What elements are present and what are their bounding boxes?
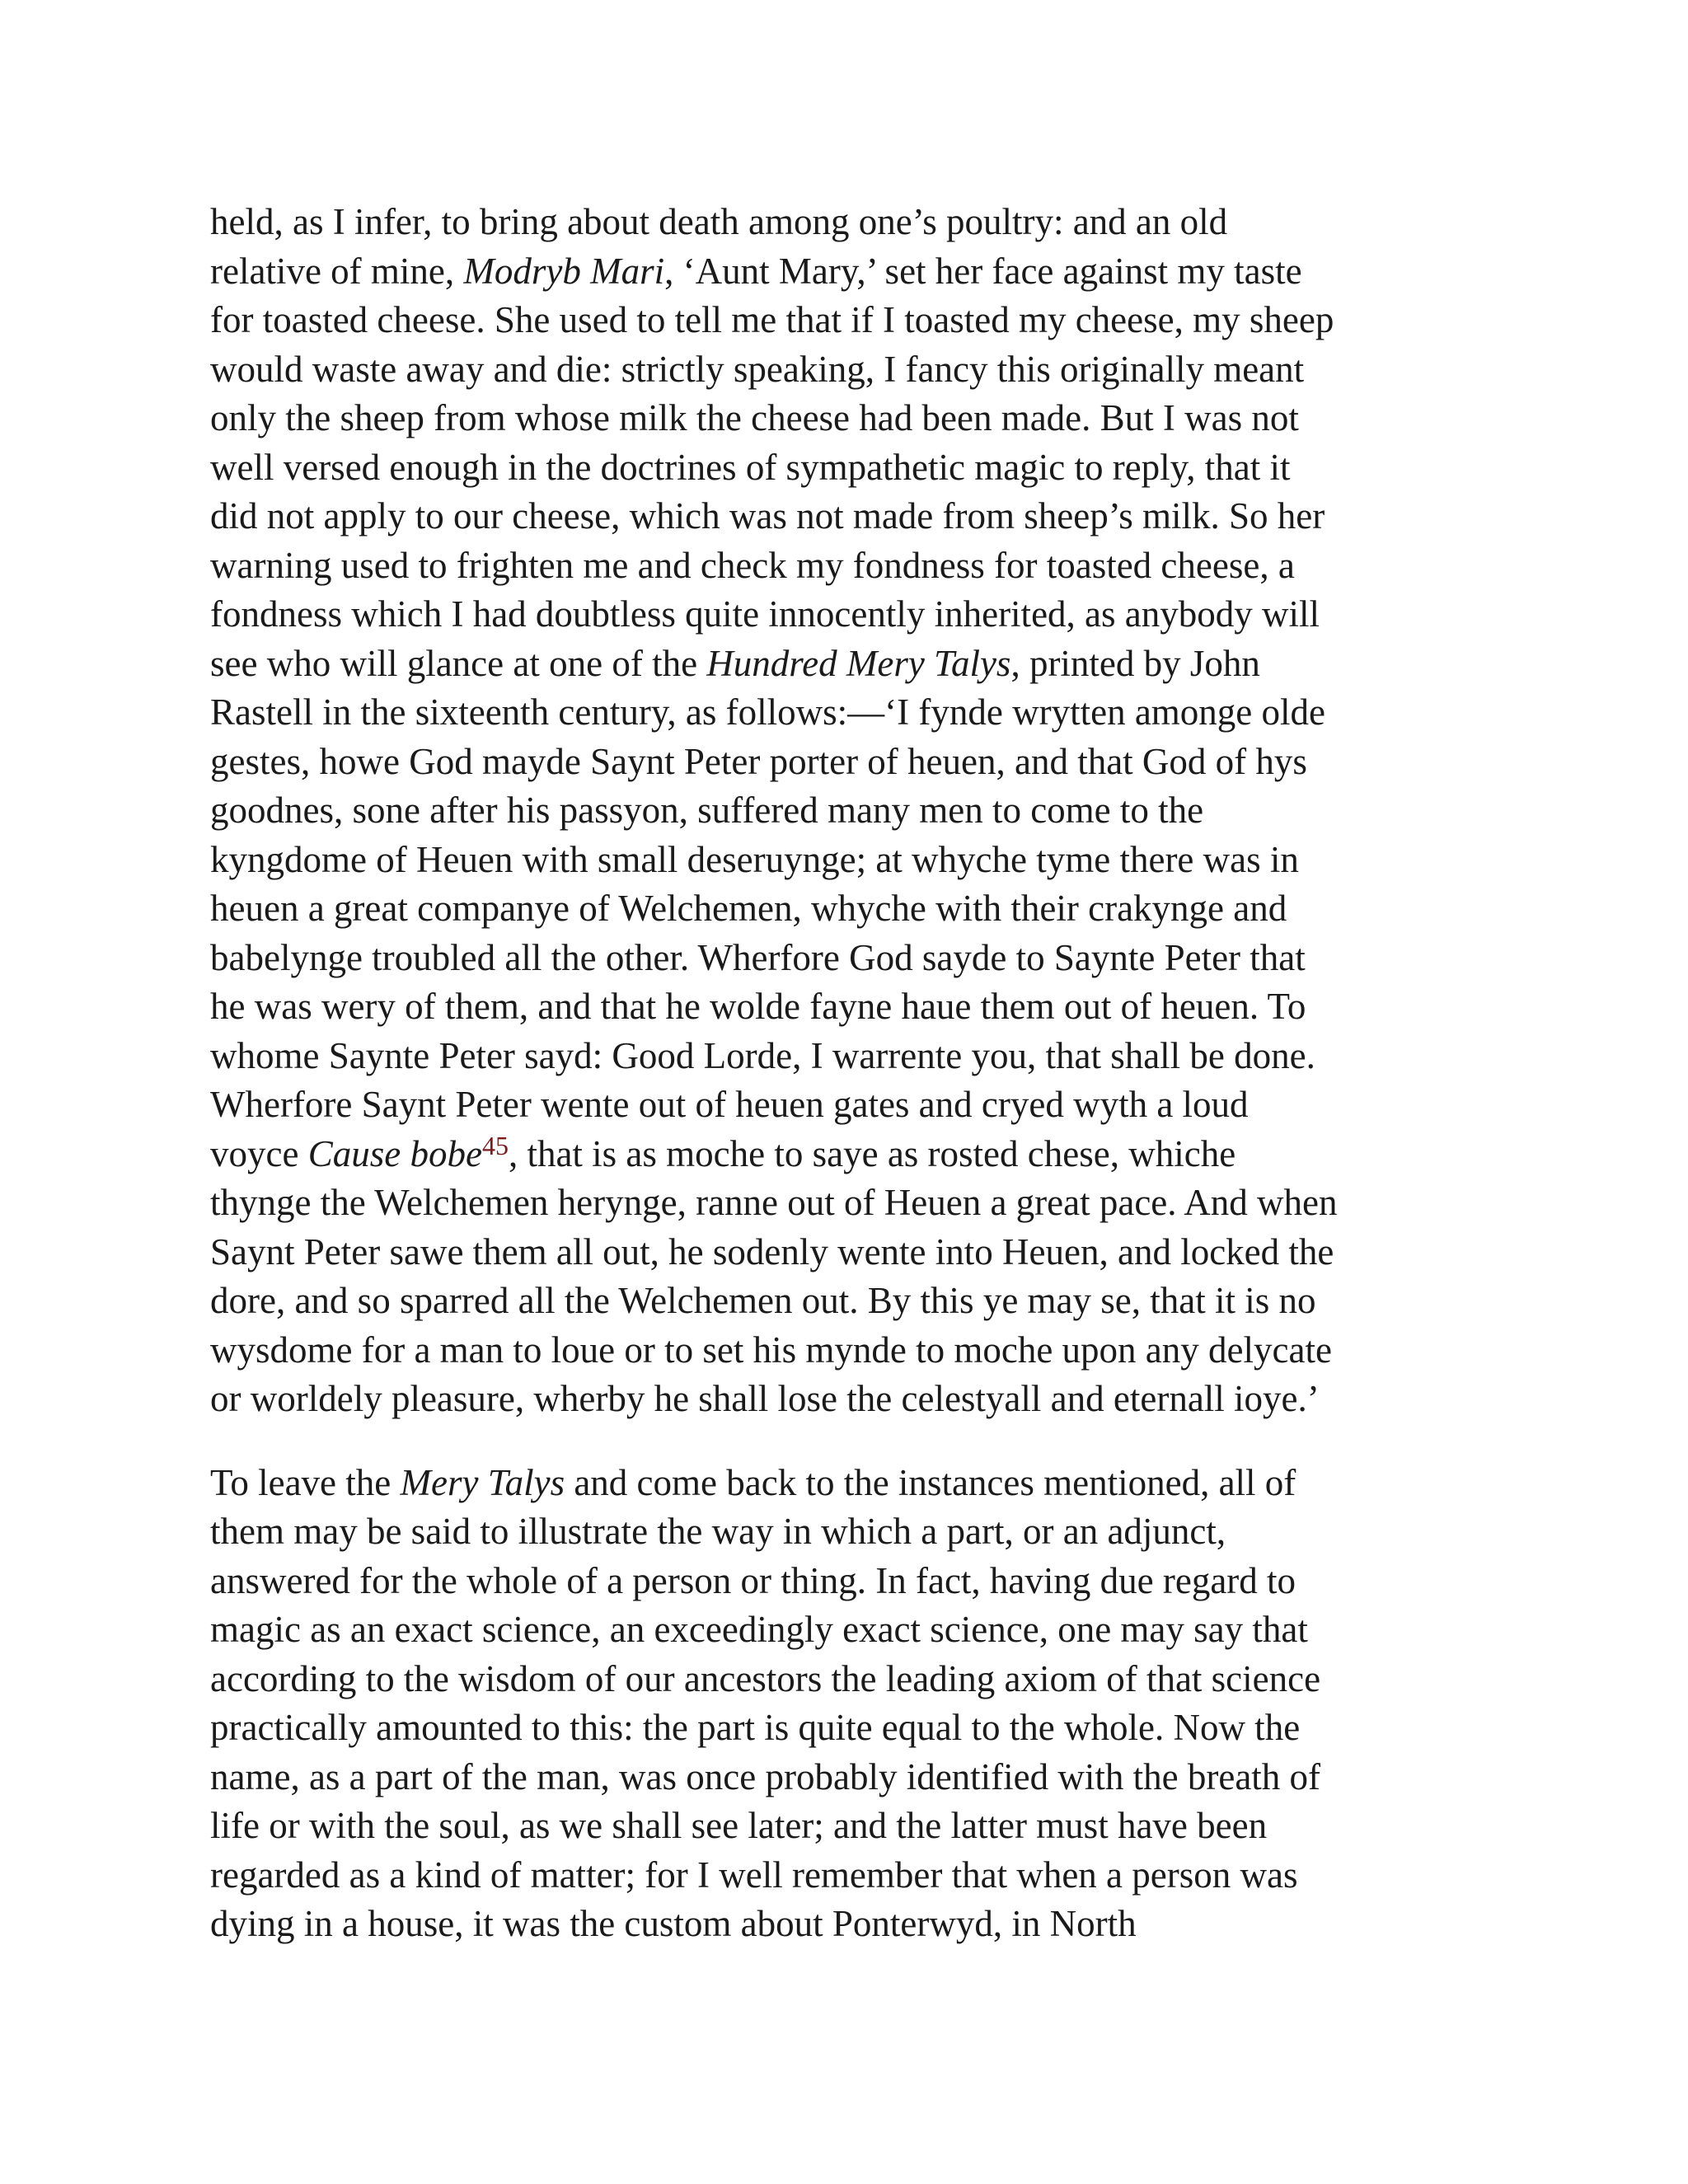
text-line xyxy=(210,688,1496,738)
text-line xyxy=(210,1605,1496,1655)
text-segment: did not apply to our cheese, which was not made from sheep’s milk. So her xyxy=(210,495,1325,537)
text-segment: practically amounted to this: the part is quite equal to the whole. Now the xyxy=(210,1707,1301,1748)
text-segment: would waste away and die: strictly speaking, I fancy this originally meant xyxy=(210,348,1305,390)
text-line xyxy=(210,1851,1496,1900)
text-segment: dying in a house, it was the custom about Ponterwyd, in North xyxy=(210,1903,1137,1944)
text-line xyxy=(210,1228,1496,1277)
text-line xyxy=(210,1704,1496,1753)
text-line xyxy=(210,836,1496,885)
text-line xyxy=(210,1032,1496,1081)
text-segment: whome Saynte Peter sayd: Good Lorde, I warrente you, that shall be done. xyxy=(210,1034,1315,1076)
text-segment: magic as an exact science, an exceedingly exact science, one may say that xyxy=(210,1609,1308,1650)
text-line xyxy=(210,345,1496,395)
text-segment: voyce xyxy=(210,1132,308,1174)
text-segment: Saynt Peter sawe them all out, he sodenly wente into Heuen, and locked the xyxy=(210,1230,1334,1272)
text-line xyxy=(210,198,1496,247)
text-line xyxy=(210,1277,1496,1326)
text-line xyxy=(210,1080,1496,1130)
text-segment: gestes, howe God mayde Saynt Peter porter of heuen, and that God of hys xyxy=(210,740,1307,782)
italic-title-text: Cause bobe xyxy=(307,1132,482,1174)
text-segment: according to the wisdom of our ancestors the leading axiom of that science xyxy=(210,1657,1321,1699)
text-line xyxy=(210,640,1496,689)
text-segment: goodnes, sone after his passyon, suffered many men to come to the xyxy=(210,790,1204,831)
text-line xyxy=(210,982,1496,1032)
text-segment: Wherfore Saynt Peter wente out of heuen gates and cryed wyth a loud xyxy=(210,1084,1249,1125)
footnote-reference-link[interactable]: 45 xyxy=(481,1130,509,1160)
text-segment: thynge the Welchemen herynge, ranne out of Heuen a great pace. And when xyxy=(210,1182,1338,1223)
text-segment: Rastell in the sixteenth century, as follows:—‘I fynde wrytten amonge olde xyxy=(210,691,1325,733)
text-segment: name, as a part of the man, was once probably identified with the breath of xyxy=(210,1755,1321,1797)
text-line xyxy=(210,443,1496,493)
text-segment: babelynge troubled all the other. Wherfore God sayde to Saynte Peter that xyxy=(210,936,1306,978)
text-line xyxy=(210,541,1496,591)
text-segment: fondness which I had doubtless quite innocently inherited, as anybody will xyxy=(210,593,1320,635)
italic-title-text: Modryb Mari xyxy=(463,250,665,292)
text-segment: see who will glance at one of the xyxy=(210,642,707,684)
text-segment: dore, and so sparred all the Welchemen out. By this ye may se, that it is no xyxy=(210,1280,1316,1321)
text-line xyxy=(210,1557,1496,1606)
text-segment: them may be said to illustrate the way in which a part, or an adjunct, xyxy=(210,1511,1226,1552)
text-line xyxy=(210,1507,1496,1557)
text-line xyxy=(210,247,1496,297)
text-segment: well versed enough in the doctrines of sympathetic magic to reply, that it xyxy=(210,446,1291,488)
text-line xyxy=(210,1130,1496,1179)
text-line xyxy=(210,296,1496,345)
text-segment: relative of mine, xyxy=(210,250,464,292)
text-segment: regarded as a kind of matter; for I well remember that when a person was xyxy=(210,1854,1298,1896)
text-line xyxy=(210,1753,1496,1802)
paragraph-1 xyxy=(210,198,1496,1424)
text-segment: To leave the xyxy=(210,1461,401,1503)
text-line xyxy=(210,1375,1496,1424)
text-line xyxy=(210,738,1496,787)
text-segment: only the sheep from whose milk the cheese had been made. But I was not xyxy=(210,397,1299,438)
text-line xyxy=(210,492,1496,541)
text-line xyxy=(210,1179,1496,1228)
text-segment: warning used to frighten me and check my fondness for toasted cheese, a xyxy=(210,544,1295,586)
italic-title-text: Mery Talys xyxy=(400,1461,565,1503)
text-segment: or worldely pleasure, wherby he shall lose the celestyall and eternall ioye.’ xyxy=(210,1378,1320,1419)
paragraph-2 xyxy=(210,1459,1496,1949)
text-segment: and come back to the instances mentioned, all of xyxy=(565,1461,1296,1503)
text-segment: , ‘Aunt Mary,’ set her face against my taste xyxy=(664,250,1302,292)
text-line xyxy=(210,786,1496,836)
page-body xyxy=(210,198,1496,1949)
text-line xyxy=(210,1802,1496,1851)
text-line xyxy=(210,884,1496,934)
text-line xyxy=(210,1655,1496,1704)
text-segment: kyngdome of Heuen with small deseruynge; at whyche tyme there was in xyxy=(210,838,1299,880)
text-segment: he was wery of them, and that he wolde fayne haue them out of heuen. To xyxy=(210,986,1306,1027)
text-line xyxy=(210,934,1496,983)
text-line xyxy=(210,1326,1496,1376)
text-line xyxy=(210,1900,1496,1949)
text-segment: answered for the whole of a person or thing. In fact, having due regard to xyxy=(210,1559,1296,1601)
text-line xyxy=(210,394,1496,443)
text-segment: held, as I infer, to bring about death among one’s poultry: and an old xyxy=(210,201,1228,242)
text-segment: , that is as moche to saye as rosted chese, whiche xyxy=(508,1132,1236,1174)
text-segment: for toasted cheese. She used to tell me that if I toasted my cheese, my sheep xyxy=(210,299,1334,340)
text-segment: , printed by John xyxy=(1010,642,1260,684)
italic-title-text: Hundred Mery Talys xyxy=(706,642,1011,684)
text-segment: heuen a great companye of Welchemen, whyche with their crakynge and xyxy=(210,888,1287,929)
text-line xyxy=(210,1459,1496,1508)
text-line xyxy=(210,590,1496,640)
text-segment: wysdome for a man to loue or to set his mynde to moche upon any delycate xyxy=(210,1329,1332,1371)
text-segment: life or with the soul, as we shall see later; and the latter must have been xyxy=(210,1805,1268,1846)
